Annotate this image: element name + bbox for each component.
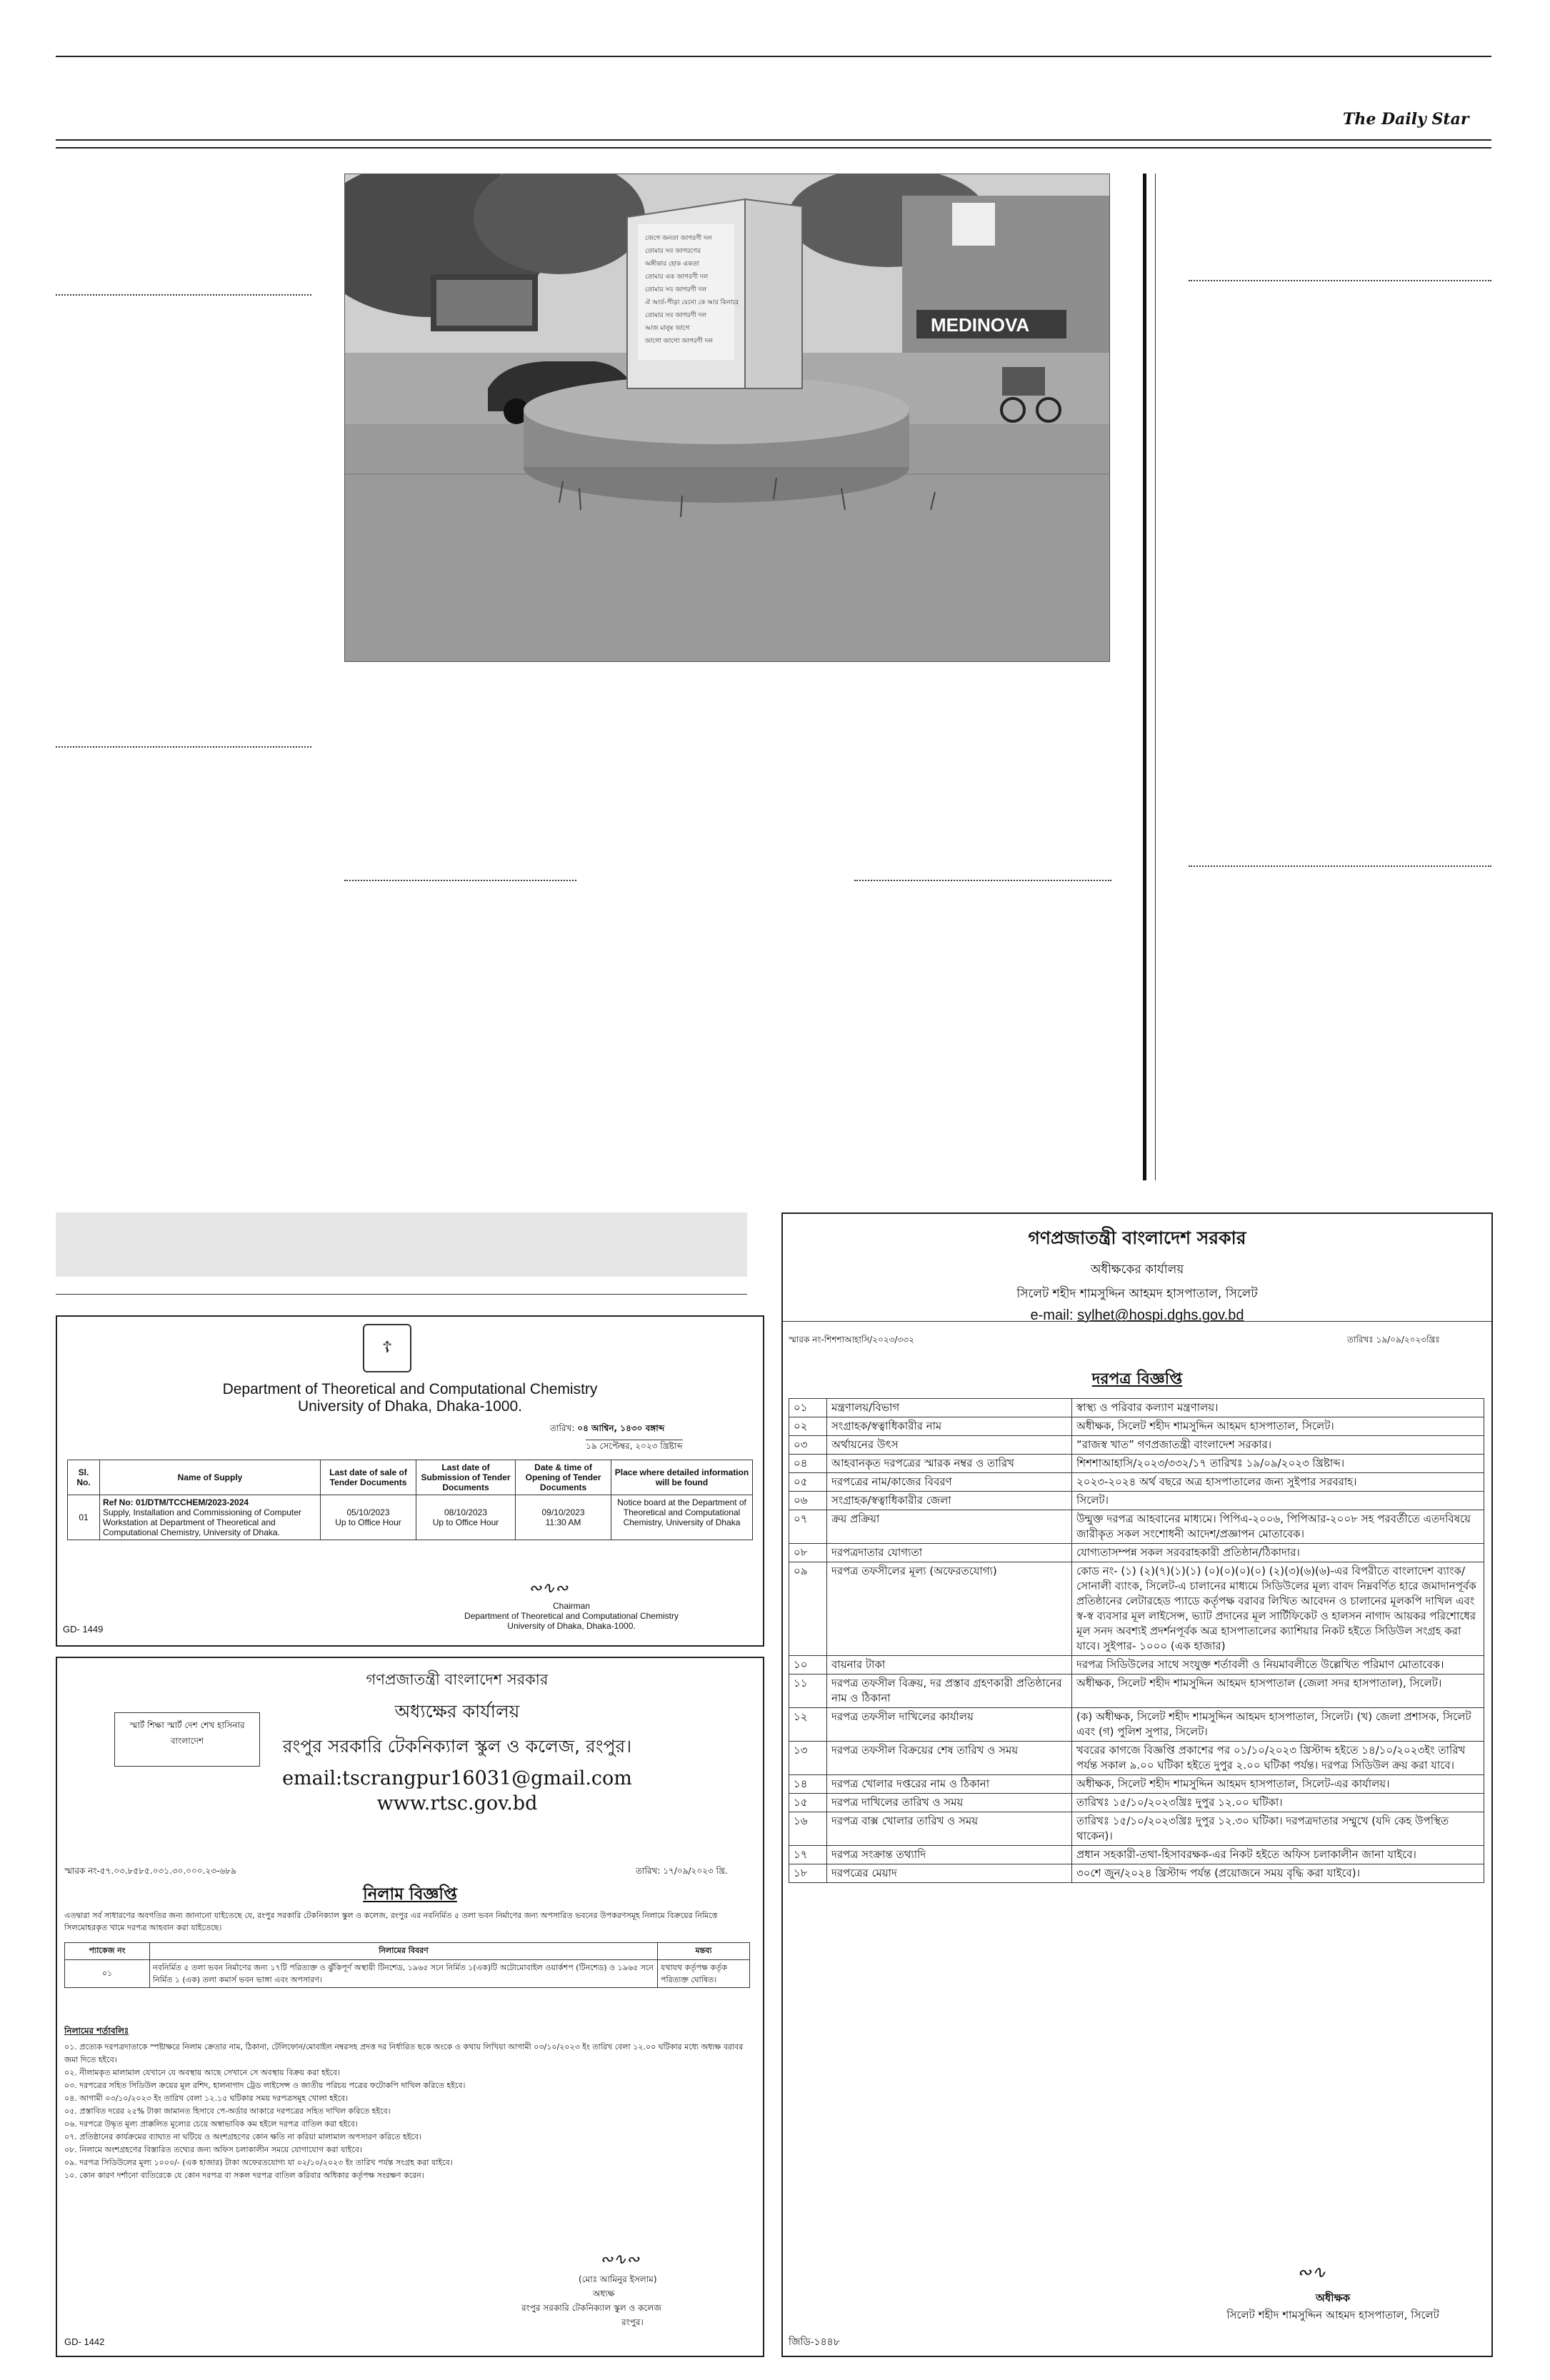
ad-section-rule <box>56 1294 747 1295</box>
sl-cell: 01 <box>68 1495 100 1540</box>
notice-title: দরপত্র বিজ্ঞপ্তি <box>1091 1370 1183 1388</box>
table-row <box>789 1708 1484 1742</box>
row-key: দরপত্রের নাম/কাজের বিবরণ <box>827 1473 1072 1492</box>
gd-number: জিডি-১৪৪৮ <box>789 2336 840 2347</box>
table-row <box>789 1846 1484 1864</box>
row-key: ক্রয় প্রক্রিয়া <box>827 1510 1072 1544</box>
table-row <box>789 1399 1484 1417</box>
table-row <box>789 1510 1484 1544</box>
row-no: ১৬ <box>789 1812 827 1846</box>
left-col-rule-1 <box>56 294 311 296</box>
univ-logo: ☦ <box>363 1324 411 1372</box>
row-no: ০৬ <box>789 1492 827 1510</box>
table-row <box>789 1656 1484 1674</box>
terms-title: নিলামের শর্তাবলিঃ <box>64 2026 129 2036</box>
row-key: বায়নার টাকা <box>827 1656 1072 1674</box>
row-no: ০১ <box>789 1399 827 1417</box>
notice-title: নিলাম বিজ্ঞপ্তি <box>363 1885 457 1904</box>
sale-time: Up to Office Hour <box>335 1517 401 1527</box>
right-col-rule-1 <box>1189 280 1491 281</box>
table-row <box>68 1495 753 1540</box>
row-no: ০৪ <box>789 1455 827 1473</box>
col-header: নিলামের বিবরণ <box>150 1943 658 1960</box>
row-key: দরপত্র বাক্স খোলার তারিখ ও সময় <box>827 1812 1072 1846</box>
row-value: শিশশাআহাসি/২০২৩/৩৩২/১৭ তারিখঃ ১৯/০৯/২০২৩ খ্রিষ্টাব্দ। <box>1072 1455 1484 1473</box>
email-label: e-mail: <box>1030 1307 1074 1323</box>
row-value: তারিখঃ ১৫/১০/২০২৩খ্রিঃ দুপুর ১২.০০ ঘটিকা। <box>1072 1794 1484 1812</box>
date-label: তারিখ: <box>550 1423 575 1433</box>
open-time: 11:30 AM <box>545 1517 581 1527</box>
institution-email: email:tscrangpur16031@gmail.com <box>282 1767 632 1789</box>
plaque-line: তোমার সব জাগরণের <box>645 248 701 255</box>
list-item: ০২. নীলামকৃত মালামাল যেখানে যে অবস্থায় আছে সেখানে সে অবস্থায় বিক্রয় করা হইবে। <box>64 2068 340 2077</box>
signer-inst: রংপুর সরকারি টেকনিক্যাল স্কুল ও কলেজ <box>521 2303 662 2313</box>
row-no: ০৭ <box>789 1510 827 1544</box>
row-key: দরপত্র সংক্রান্ত তথ্যাদি <box>827 1846 1072 1864</box>
column-divider-thin <box>1155 174 1156 1180</box>
table-row <box>789 1742 1484 1775</box>
submit-date: 08/10/2023 <box>444 1507 488 1517</box>
office-title: অধ্যক্ষের কার্যালয় <box>394 1701 520 1722</box>
header-rule-2 <box>56 147 1491 149</box>
row-value: কোড নং- (১) (২)(৭)(১)(১) (০)(০)(০)(০) (২)(৩)(৬)(৬)-এর বিপরীতে বাংলাদেশ ব্যাংক/সোনালী ব্যাংক, সিলেট-এ চালানের মাধ্যমে সিডিউলের মূল্য বাবদ নিম্নবর্ণিত হারে জমাদানপূর্বক প্রতিষ্ঠানের লেটারহেড প্যাডে কর্তৃপক্ষ বরাবর লিখিত আবেদন ও চালানের মূলকপি দাখিল এবং স্ব-স্ব ব্যবসার মূল লাইসেন্স, ভ্যাট প্রদানের মূল সার্টিফিকেট ও হালসন নাগাদ আয়কর পরিশোধের মূল সনদ অবশ্যই প্রদর্শনপূর্বক অত্র হাসপাতালের ক্যাশিয়ার নিকট হইতে সিডিউল সংগ্রহ করা যাবে। সুইপার- ১০০০ (এক হাজার) <box>1072 1562 1484 1656</box>
ref-no: Ref No: 01/DTM/TCCHEM/2023-2024 <box>103 1497 249 1507</box>
col-header: Name of Supply <box>100 1460 321 1495</box>
header-rule <box>783 1321 1491 1322</box>
table-row <box>789 1417 1484 1436</box>
row-value: তারিখঃ ১৫/১০/২০২৩খ্রিঃ দুপুর ১২.৩০ ঘটিকা। দরপত্রদাতার সম্মুখে (যদি কেহ উপস্থিত থাকেন)। <box>1072 1812 1484 1846</box>
top-rule <box>56 56 1491 57</box>
date-bangla: ০৪ আশ্বিন, ১৪৩০ বঙ্গাব্দ <box>577 1423 665 1433</box>
row-no: ০৩ <box>789 1436 827 1455</box>
signer-inst: সিলেট শহীদ শামসুদ্দিন আহমদ হাসপাতাল, সিলেট <box>1226 2309 1439 2321</box>
tender-detail-table <box>789 1398 1484 1883</box>
plaque-line: তোমার সব জাগরণী দল <box>645 286 707 293</box>
list-item: ০৭. প্রতিষ্ঠানের কার্যক্রমের ব্যাঘাত না ঘটিয়ে ও অংশগ্রহণের কোন ক্ষতি না করিয়া মালামাল অপসারণ করিতে হইবে। <box>64 2132 422 2142</box>
info-place: Notice board at the Department of Theoretical and Computational Chemistry, University of Dhaka <box>611 1495 753 1540</box>
table-row <box>789 1544 1484 1562</box>
header-rule-1 <box>56 139 1491 141</box>
row-value: অধীক্ষক, সিলেট শহীদ শামসুদ্দিন আহমদ হাসপাতাল, সিলেট-এর কার্যালয়। <box>1072 1775 1484 1794</box>
col-header: Sl. No. <box>68 1460 100 1495</box>
signer-title: অধ্যক্ষ <box>593 2289 615 2299</box>
list-item: ০৪. আগামী ০৩/১০/২০২৩ ইং তারিখ বেলা ১২.১৫ ঘটিকার সময় দরপত্রসমূহ খোলা হইবে। <box>64 2094 349 2103</box>
row-no: ১৫ <box>789 1794 827 1812</box>
row-key: দরপত্র খোলার দপ্তরের নাম ও ঠিকানা <box>827 1775 1072 1794</box>
institution-website: www.rtsc.gov.bd <box>376 1792 538 1814</box>
row-no: ১৪ <box>789 1775 827 1794</box>
open-date: 09/10/2023 <box>541 1507 585 1517</box>
row-value: অধীক্ষক, সিলেট শহীদ শামসুদ্দিন আহমদ হাসপাতাল (জেলা সদর হাসপাতাল), সিলেট। <box>1072 1674 1484 1708</box>
row-no: ১৩ <box>789 1742 827 1775</box>
row-no: ১৭ <box>789 1846 827 1864</box>
ad-rangpur-auction <box>56 1657 764 2357</box>
mid-col-rule-1 <box>344 880 576 881</box>
col-header: প্যাকেজ নং <box>65 1943 150 1960</box>
row-value: দরপত্র সিডিউলের সাথে সংযুক্ত শর্তাবলী ও নিয়মাবলীতে উল্লেখিত পরিমাণ মোতাবেক। <box>1072 1656 1484 1674</box>
plaque-line: তোমার সব জাগরণী দল <box>645 312 707 319</box>
table-row <box>789 1812 1484 1846</box>
row-value: ২০২৩-২০২৪ অর্থ বছরে অত্র হাসপাতালের জন্য সুইপার সরবরাহ। <box>1072 1473 1484 1492</box>
table-row <box>789 1436 1484 1455</box>
univ-name: University of Dhaka, Dhaka-1000. <box>298 1398 522 1415</box>
table-row <box>65 1960 750 1988</box>
table-row <box>789 1562 1484 1656</box>
row-no: ০৯ <box>789 1562 827 1656</box>
memo-no: স্মারক নং-শিশশাআহাসি/২০২৩/৩৩২ <box>789 1335 914 1345</box>
office-title: অধীক্ষকের কার্যালয় <box>1090 1262 1184 1277</box>
medinova-sign: MEDINOVA <box>931 314 1030 336</box>
row-key: দরপত্র তফসীল বিক্রয়ের শেষ তারিখ ও সময় <box>827 1742 1072 1775</box>
row-value: সিলেট। <box>1072 1492 1484 1510</box>
signer-univ: University of Dhaka, Dhaka-1000. <box>507 1621 636 1631</box>
row-value: যোগ্যতাসম্পন্ন সকল সরবরাহকারী প্রতিষ্ঠান/ঠিকাদার। <box>1072 1544 1484 1562</box>
table-row <box>789 1794 1484 1812</box>
gov-title: গণপ্রজাতন্ত্রী বাংলাদেশ সরকার <box>1028 1227 1246 1248</box>
signer-city: রংপুর। <box>621 2317 644 2327</box>
row-key: অর্থায়নের উৎস <box>827 1436 1072 1455</box>
table-row <box>789 1473 1484 1492</box>
row-value: অধীক্ষক, সিলেট শহীদ শামসুদ্দিন আহমদ হাসপাতাল, সিলেট। <box>1072 1417 1484 1436</box>
col-header: Place where detailed information will be found <box>611 1460 753 1495</box>
signer-title: Chairman <box>552 1601 591 1611</box>
ad-dhaka-univ-tender <box>56 1315 764 1647</box>
signature: ∾∿ <box>1297 2262 1326 2282</box>
right-col-rule-2 <box>1189 865 1491 867</box>
row-no: ১৮ <box>789 1864 827 1883</box>
list-item: ০৬. দরপত্রে উদ্ধৃত মূল্য প্রাক্কলিত মূল্যের চেয়ে অস্বাভাবিক কম হইলে দরপত্র বাতিল করা হইবে। <box>64 2119 358 2129</box>
row-key: দরপত্র তফসীলের মূল্য (অফেরতযোগ্য) <box>827 1562 1072 1656</box>
row-key: দরপত্র তফসীল বিক্রয়, দর প্রস্তাব গ্রহণকারী প্রতিষ্ঠানের নাম ও ঠিকানা <box>827 1674 1072 1708</box>
plaque-line: জাগো জাগো জাগরণী দল <box>645 338 714 345</box>
list-item: ১০. কোন কারণ দর্শানো ব্যতিরেকে যে কোন দরপত্র বা সকল দরপত্র বাতিল করিবার অধিকার কর্তৃপক্ষ সংরক্ষণ করেন। <box>64 2171 424 2180</box>
date-english: ১৯ সেপ্টেম্বর, ২০২৩ খ্রিষ্টাব্দ <box>586 1440 683 1455</box>
signer-title: অধীক্ষক <box>1315 2291 1351 2304</box>
plaque-line: আজ মানুষ জাগে <box>645 325 690 332</box>
list-item: ০৫. প্রস্তাবিত দরের ২৫% টাকা জামানত হিসাবে পে-অর্ডার আকারে দরপত্রের সহিত দাখিল করিতে হইবে। <box>64 2107 391 2116</box>
terms-list <box>64 2041 754 2182</box>
gd-number: GD- 1449 <box>63 1624 104 1635</box>
row-key: আহবানকৃত দরপত্রের স্মারক নম্বর ও তারিখ <box>827 1455 1072 1473</box>
col-header: Date & time of Opening of Tender Documents <box>516 1460 611 1495</box>
notice-date: তারিখঃ ১৯/০৯/২০২৩খ্রিঃ <box>1347 1335 1440 1345</box>
ad-sylhet-hospital-tender <box>781 1212 1493 2357</box>
notice-date: তারিখ: ১৭/০৯/২০২৩ খ্রি. <box>636 1866 728 1876</box>
signature: ∾∿∾ <box>600 2251 640 2269</box>
row-no: ১১ <box>789 1674 827 1708</box>
row-key: দরপত্র তফসীল দাখিলের কার্যালয় <box>827 1708 1072 1742</box>
col-header: Last date of sale of Tender Documents <box>321 1460 416 1495</box>
institution-name: রংপুর সরকারি টেকনিক্যাল স্কুল ও কলেজ, রংপুর। <box>282 1736 632 1757</box>
memo-no: স্মারক নং-৫৭.০৩.৮৫৮৫.০৩১.৩০.০০০.২৩-৬৮৯ <box>64 1866 236 1876</box>
plaque-line: ঐ আর্ত-পীড়া যেনো কে আর কিনারে <box>645 299 739 306</box>
signer-name: (মোঃ আমিনুর ইসলাম) <box>579 2274 657 2284</box>
gd-number: GD- 1442 <box>64 2336 105 2347</box>
row-key: মন্ত্রণালয়/বিভাগ <box>827 1399 1072 1417</box>
auction-remark: যথাযথ কর্তৃপক্ষ কর্তৃক পরিত্যক্ত ঘোষিত। <box>658 1960 750 1988</box>
intro-text: এতদ্বারা সর্ব সাধারণের অবগতির জন্য জানানো যাইতেছে যে, রংপুর সরকারি টেকনিক্যাল স্কুল ও কলেজ, রংপুর এর নবনির্মিত ৫ তলা ভবন নির্মাণের জন্য অপসারিত ভবনের উপকরণসমূহ নিলামে বিক্রয়ের নিমিত্তে সিলমোহরকৃত খামে দরপত্র আহবান করা যাইতেছে। <box>64 1911 718 1932</box>
signer-dept: Department of Theoretical and Computational Chemistry <box>464 1611 679 1621</box>
sale-date: 05/10/2023 <box>346 1507 390 1517</box>
table-row <box>789 1864 1484 1883</box>
list-item: ০১. প্রত্যেক দরপত্রদাতাকে স্পষ্টাক্ষরে নিলাম ক্রেতার নাম, ঠিকানা, টেলিফোন/মোবাইল নম্বরসহ প্রদত্ত দর নির্ধারিত ছকে অংকে ও কথায় লিখিয়া আগামী ০৩/১০/২০২৩ ইং তারিখ বেলা ১২.০০ ঘটিকার মধ্যে অধ্যক্ষ বরাবর জমা দিতে হইবে। <box>64 2042 744 2064</box>
left-col-rule-2 <box>56 746 311 748</box>
row-key: সংগ্রাহক/স্বত্বাধিকারীর জেলা <box>827 1492 1072 1510</box>
supply-desc: Supply, Installation and Commissioning of Computer Workstation at Department of Theoretical and Computational Chemistry, University of Dhaka. <box>103 1507 301 1537</box>
dept-name: Department of Theoretical and Computational Chemistry <box>222 1381 598 1397</box>
list-item: ০৩. দরপত্রের সহিত সিডিউল ক্রয়ের মূল রশিদ, হালনাগাদ ট্রেড লাইসেন্স ও জাতীয় পরিচয় পত্রের ফটোকপি দাখিল করিতে হইবে। <box>64 2081 466 2090</box>
slogan-box: স্মার্ট শিক্ষা স্মার্ট দেশ শেখ হাসিনার বাংলাদেশ <box>114 1712 260 1767</box>
table-row <box>789 1492 1484 1510</box>
plaque-line: জেগে জনতা জাগরণী দল <box>645 235 712 242</box>
row-no: ০৮ <box>789 1544 827 1562</box>
column-divider <box>1143 174 1146 1180</box>
signature: ∾∿∾ <box>529 1580 569 1597</box>
col-header: মন্তব্য <box>658 1943 750 1960</box>
grey-banner <box>56 1212 747 1277</box>
table-row <box>789 1775 1484 1794</box>
list-item: ০৯. দরপত্র সিডিউলের মূল্য ১০০০/- (এক হাজার) টাকা অফেরতযোগ্য যা ০২/১০/২০২৩ ইং তারিখ পর্যন্ত সংগ্রহ করা যাইবে। <box>64 2158 453 2167</box>
row-no: ১০ <box>789 1656 827 1674</box>
list-item: ০৮. নিলামে অংশগ্রহণের বিস্তারিত তথ্যের জন্য অফিস চলাকালীন সময়ে যোগাযোগ করা যাইবে। <box>64 2145 362 2154</box>
table-row <box>789 1455 1484 1473</box>
brand-logo: The Daily Star <box>1343 110 1469 129</box>
hospital-email[interactable]: sylhet@hospi.dghs.gov.bd <box>1077 1307 1244 1323</box>
auction-desc: নবনির্মিত ৫ তলা ভবন নির্মাণের জন্য ১৭টি পরিত্যক্ত ও ঝুঁকিপূর্ণ অস্থায়ী টিনশেড, ১৯৬৫ সনে নির্মিত ১(এক)টি অটোমোবাইল ওয়ার্কশপ (টিনশেড) ও ১৯৬৫ সনে নির্মিত ১ (এক) তলা কমার্স ভবন ভাঙ্গা এবং অপসারণ। <box>150 1960 658 1988</box>
mid-col-rule-2 <box>854 880 1111 881</box>
row-key: দরপত্রদাতার যোগ্যতা <box>827 1544 1072 1562</box>
plaque-line: তোমার এক জাগরণী দল <box>645 273 709 281</box>
table-row <box>789 1674 1484 1708</box>
package-no: ০১ <box>65 1960 150 1988</box>
row-value: প্রধান সহকারী-তথা-হিসাবরক্ষক-এর নিকট হইতে অফিস চলাকালীন জানা যাইবে। <box>1072 1846 1484 1864</box>
row-key: দরপত্র দাখিলের তারিখ ও সময় <box>827 1794 1072 1812</box>
submit-time: Up to Office Hour <box>432 1517 499 1527</box>
row-value: স্বাস্থ্য ও পরিবার কল্যাণ মন্ত্রণালয়। <box>1072 1399 1484 1417</box>
col-header: Last date of Submission of Tender Documents <box>416 1460 516 1495</box>
row-value: ৩০শে জুন/২০২৪ খ্রিস্টাব্দ পর্যন্ত (প্রয়োজনে সময় বৃদ্ধি করা যাইবে)। <box>1072 1864 1484 1883</box>
roundabout-photo <box>345 174 1109 661</box>
row-no: ১২ <box>789 1708 827 1742</box>
news-photo <box>344 174 1110 662</box>
row-value: খবরের কাগজে বিজ্ঞপ্তি প্রকাশের পর ০১/১০/২০২৩ খ্রিস্টাব্দ হইতে ১৪/১০/২০২৩ইং তারিখ পর্যন্ত সকাল ৯.০০ ঘটিকা হইতে দুপুর ২.০০ ঘটিকা পর্যন্ত। দরপত্র সিডিউল ক্রয় করা যাবে। <box>1072 1742 1484 1775</box>
hospital-name: সিলেট শহীদ শামসুদ্দিন আহমদ হাসপাতাল, সিলেট <box>1016 1287 1258 1301</box>
tender-table <box>67 1460 753 1540</box>
row-no: ০৫ <box>789 1473 827 1492</box>
row-no: ০২ <box>789 1417 827 1436</box>
plaque-line: অঙ্গীকার হোক একতা <box>645 261 699 268</box>
gov-title: গণপ্রজাতন্ত্রী বাংলাদেশ সরকার <box>366 1671 549 1688</box>
row-value: উন্মুক্ত দরপত্র আহবানের মাধ্যমে। পিপিএ-২০০৬, পিপিআর-২০০৮ সহ পরবর্তীতে এতদবিষয়ে জারীকৃত সকল সংশোধনী আদেশ/প্রজ্ঞাপন মোতাবেক। <box>1072 1510 1484 1544</box>
row-value: (ক) অধীক্ষক, সিলেট শহীদ শামসুদ্দিন আহমদ হাসপাতাল, সিলেট। (খ) জেলা প্রশাসক, সিলেট এবং (গ) পুলিশ সুপার, সিলেট। <box>1072 1708 1484 1742</box>
row-key: সংগ্রাহক/স্বত্বাধিকারীর নাম <box>827 1417 1072 1436</box>
row-value: “রাজস্ব খাত” গণপ্রজাতন্ত্রী বাংলাদেশ সরকার। <box>1072 1436 1484 1455</box>
row-key: দরপত্রের মেয়াদ <box>827 1864 1072 1883</box>
auction-table <box>64 1942 750 1988</box>
